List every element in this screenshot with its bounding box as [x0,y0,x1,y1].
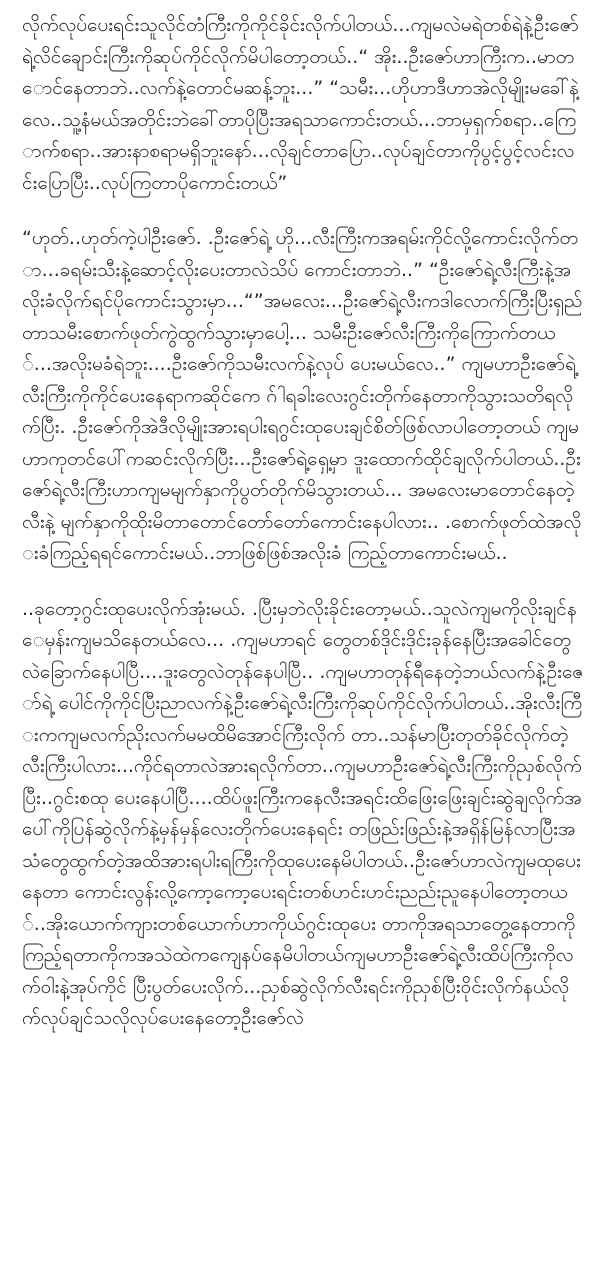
paragraph-spacer [22,570,584,594]
story-paragraph-2: “ဟုတ်..ဟုတ်ကဲ့ပါဦးဇော်. .ဦးဇော်ရဲ့ ဟို...လီးကြီးကအရမ်းကိုင်လို့ကောင်းလိုက်တာ...ခရမ်းသီးနဲ့ဆောင့်လိုးပေးတာလဲသိပ် ကောင်းတာဘဲ..” “ဦးဇော်ရဲ့လီးကြီးနဲ့အလိုးခံလိုက်ရင်ပိုကောင်းသွားမှာ...“”အမလေး...ဦးဇော်ရဲ့လီးကဒါလောက်ကြီးပြီးရှည် တာသမီးစောက်ဖုတ်ကွဲထွက်သွားမှာပေါ့... သမီးဦးဇော်လီးကြီးကိုကြောက်တယ်...အလိုးမခံရဲဘူး....ဦးဇော်ကိုသမီးလက်နဲ့လုပ် ပေးမယ်လေ..” ကျမဟာဦးဇော်ရဲ့လီးကြီးကိုကိုင်ပေးနေရာကဆိုင်ကေ ဂ်ါရခါးလေးဂွင်းတိုက်နေတာကိုသွားသတိရလိုက်ပြီး. .ဦးဇော်ကိုအဲဒီလိုမျိုးအားရပါးရဂွင်းထုပေးချင်စိတ်ဖြစ်လာပါတော့တယ် ကျမဟာကုတင်ပေါ်ကဆင်းလိုက်ပြီး...ဦးဇော်ရဲ့ရှေ့မှာ ဒူးထောက်ထိုင်ချလိုက်ပါတယ်..ဦးဇော်ရဲ့လီးကြီးဟာကျမမျက်နှာကိုပွတ်တိုက်မိသွားတယ်... အမလေးမာတောင်နေတဲ့လီးနဲ့ မျက်နှာကိုထိုးမိတာတောင်တော်တော်ကောင်းနေပါလား.. .စောက်ဖုတ်ထဲအလိုးခံကြည့်ရရင်ကောင်းမယ်..ဘာဖြစ်ဖြစ်အလိုးခံ ကြည့်တာကောင်းမယ်.. [22,227,583,564]
story-paragraph-1: လိုက်လုပ်ပေးရင်းသူလိုင်တံကြီးကိုကိုင်ခိုင်းလိုက်ပါတယ်...ကျမလဲမရဲတစ်ရဲနဲ့ဦးဇော်ရဲ့လိင်ချောင်းကြီးကိုဆုပ်ကိုင်လိုက်မိပါတော့တယ်..“ အိုး..ဦးဇော်ဟာကြီးက..မာတောင်နေတာဘဲ..လက်နဲ့တောင်မဆန့်ဘူး...” “သမီး...ဟိုဟာဒီဟာအဲလိုမျိုးမခေါ်နဲ့လေ..သူ့နံမယ်အတိုင်းဘဲခေါ်တာပိုပြီးအရသာကောင်းတယ်...ဘာမှရှက်စရာ..ကြောက်စရာ..အားနာစရာမရှိဘူးနော်...လိုချင်တာပြော..လုပ်ချင်တာကိုပွင့်ပွင့်လင်းလင်းပြောပြီး..လုပ်ကြတာပိုကောင်းတယ်” [22,14,579,194]
paragraph-spacer [22,199,584,223]
story-paragraph-3: ..ခုတော့ဂွင်းထုပေးလိုက်အုံးမယ်. .ပြီးမှဘဲလိုးခိုင်းတော့မယ်..သူလဲကျမကိုလိုးချင်နေမှန်းကျမသိနေတယ်လေ... .ကျမဟာရင် တွေတစ်ဒိုင်းဒိုင်းခုန်နေပြီးအခေါင်တွေလဲခြောက်နေပါပြီ....ဒူးတွေလဲတုန်နေပါပြီ.. .ကျမဟာတုန်ရီနေတဲ့ဘယ်လက်နဲ့ဦးဇော်ရဲ့ ပေါင်ကိုကိုင်ပြီးညာလက်နဲ့ဦးဇော်ရဲ့လီးကြီးကိုဆုပ်ကိုင်လိုက်ပါတယ်..အိုးလီးကြီးကကျမလက်ညိုးလက်မမထိမိအောင်ကြီးလိုက် တာ..သန်မာပြီးတုတ်ခိုင်လိုက်တဲ့လီးကြီးပါလား...ကိုင်ရတာလဲအားရလိုက်တာ..ကျမဟာဦးဇော်ရဲ့လီးကြီးကိုညှစ်လိုက်ပြီး..ဂွင်းစထု ပေးနေပါပြီ....ထိပ်ဖူးကြီးကနေလီးအရင်းထိဖြေးဖြေးချင်းဆွဲချလိုက်အပေါ်ကိုပြန်ဆွဲလိုက်နဲ့မှန်မှန်လေးတိုက်ပေးနေရင်း တဖြည်းဖြည်းနဲ့အရှိန်မြန်လာပြီးအသံတွေထွက်တဲ့အထိအားရပါးရကြီးကိုထုပေးနေမိပါတယ်..ဦးဇော်ဟာလဲကျမထုပေးနေတာ ကောင်းလွန်းလို့ကော့ကော့ပေးရင်းတစ်ဟင်းဟင်းညည်းညူနေပါတော့တယ်..အိုးယောက်ကျားတစ်ယောက်ဟာကိုယ်ဂွင်းထုပေး တာကိုအရသာတွေ့နေတာကိုကြည့်ရတာကိုကအသဲထဲကကျေနပ်နေမိပါတယ်ကျမဟာဦးဇော်ရဲ့လီးထိပ်ကြီးကိုလက်ဝါးနဲ့အုပ်ကိုင် ပြီးပွတ်ပေးလိုက်...ညှစ်ဆွဲလိုက်လီးရင်းကိုညှစ်ပြီးဝိုင်းလိုက်နယ်လိုက်လုပ်ချင်သလိုလုပ်ပေးနေတော့ဦးဇော်လဲ [22,597,584,1029]
